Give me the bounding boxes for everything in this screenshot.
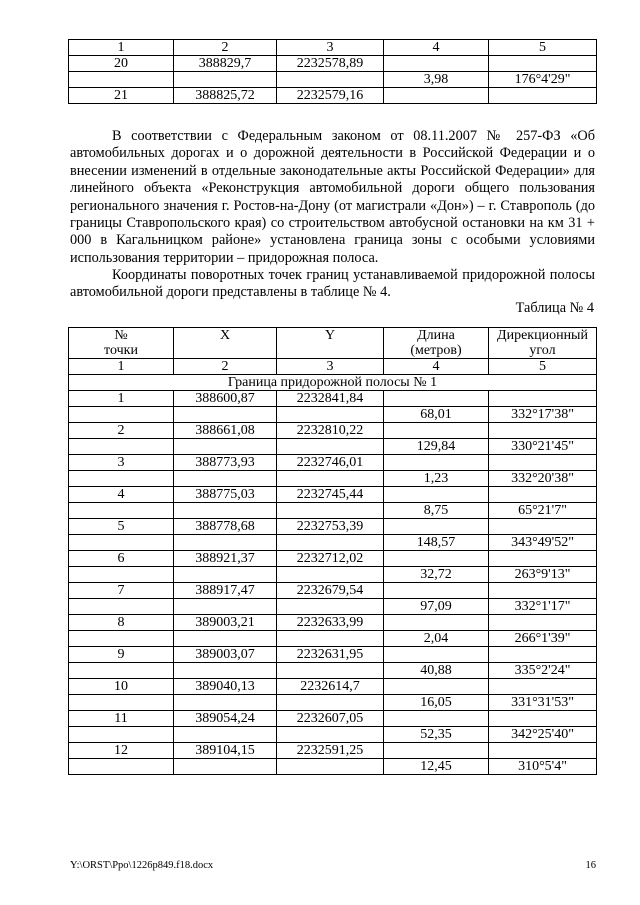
y-cell: 2232633,99 xyxy=(277,615,384,631)
header-y: Y xyxy=(277,328,384,359)
empty-cell xyxy=(174,407,277,423)
table-row xyxy=(69,759,597,775)
empty-cell xyxy=(277,471,384,487)
length-cell: 3,98 xyxy=(384,72,489,88)
empty-cell xyxy=(277,535,384,551)
empty-cell xyxy=(277,727,384,743)
point-cell: 5 xyxy=(69,519,174,535)
body-paragraph: В соответствии с Федеральным законом от 08.11.2007 № 257-ФЗ «Об автомобильных дорогах и о дорожной деятельности в Российской Федерации и о внесении изменений в отдельные законодательные акты Российской Федерации» для линейного объекта «Реконструкция автомобильной дороги общего пользования регионального значения г. Ростов-на-Дону (от магистрали «Дон») – г. Ставрополь (до границы Ставропольского края) со строительством автобусной остановки на км 31 + 000 в Кагальницком районе» установлена граница зоны с особыми условиями использования территории – придорожная полоса. xyxy=(70,128,595,266)
empty-cell xyxy=(69,72,174,88)
angle-cell: 332°20'38" xyxy=(489,471,597,487)
empty-cell xyxy=(384,455,489,471)
y-cell: 2232712,02 xyxy=(277,551,384,567)
empty-cell xyxy=(277,72,384,88)
table-row xyxy=(69,535,597,551)
x-cell: 388778,68 xyxy=(174,519,277,535)
x-cell: 388600,87 xyxy=(174,391,277,407)
empty-cell xyxy=(384,583,489,599)
angle-cell: 342°25'40" xyxy=(489,727,597,743)
table-row xyxy=(69,679,597,695)
angle-cell: 332°1'17" xyxy=(489,599,597,615)
point-cell: 7 xyxy=(69,583,174,599)
length-cell: 40,88 xyxy=(384,663,489,679)
angle-cell: 332°17'38" xyxy=(489,407,597,423)
empty-cell xyxy=(384,56,489,72)
x-cell: 389003,07 xyxy=(174,647,277,663)
empty-cell xyxy=(489,423,597,439)
table-row xyxy=(69,56,597,72)
x-cell: 388773,93 xyxy=(174,455,277,471)
table-row xyxy=(69,711,597,727)
y-cell: 2232614,7 xyxy=(277,679,384,695)
empty-cell xyxy=(277,631,384,647)
y-cell: 2232591,25 xyxy=(277,743,384,759)
empty-cell xyxy=(489,519,597,535)
header-angle: Дирекционный угол xyxy=(489,328,597,359)
length-cell: 32,72 xyxy=(384,567,489,583)
column-number: 1 xyxy=(69,359,174,375)
length-cell: 68,01 xyxy=(384,407,489,423)
y-cell: 2232579,16 xyxy=(277,88,384,104)
angle-cell: 65°21'7" xyxy=(489,503,597,519)
y-cell: 2232578,89 xyxy=(277,56,384,72)
footer-file-path: Y:\ORST\Ppo\1226p849.f18.docx xyxy=(70,860,214,871)
table-row xyxy=(69,663,597,679)
table-row xyxy=(69,695,597,711)
empty-cell xyxy=(489,56,597,72)
section-title: Граница придорожной полосы № 1 xyxy=(69,375,597,391)
table-row xyxy=(69,647,597,663)
angle-cell: 343°49'52" xyxy=(489,535,597,551)
empty-cell xyxy=(277,503,384,519)
table-row xyxy=(69,615,597,631)
table-row xyxy=(69,471,597,487)
point-cell: 4 xyxy=(69,487,174,503)
point-cell: 1 xyxy=(69,391,174,407)
empty-cell xyxy=(69,407,174,423)
empty-cell xyxy=(489,487,597,503)
empty-cell xyxy=(174,535,277,551)
x-cell: 388829,7 xyxy=(174,56,277,72)
header-x: X xyxy=(174,328,277,359)
empty-cell xyxy=(384,647,489,663)
y-cell: 2232607,05 xyxy=(277,711,384,727)
column-number-row xyxy=(69,359,597,375)
table-caption: Таблица № 4 xyxy=(515,300,594,316)
table-row xyxy=(69,407,597,423)
x-cell: 389104,15 xyxy=(174,743,277,759)
table-row xyxy=(69,503,597,519)
angle-cell: 330°21'45" xyxy=(489,439,597,455)
empty-cell xyxy=(384,551,489,567)
table-header-row xyxy=(69,328,597,359)
point-cell: 6 xyxy=(69,551,174,567)
empty-cell xyxy=(277,407,384,423)
length-cell: 129,84 xyxy=(384,439,489,455)
empty-cell xyxy=(69,439,174,455)
empty-cell xyxy=(174,663,277,679)
empty-cell xyxy=(489,583,597,599)
empty-cell xyxy=(489,743,597,759)
empty-cell xyxy=(489,391,597,407)
empty-cell xyxy=(174,567,277,583)
x-cell: 388825,72 xyxy=(174,88,277,104)
point-cell: 3 xyxy=(69,455,174,471)
y-cell: 2232679,54 xyxy=(277,583,384,599)
angle-cell: 263°9'13" xyxy=(489,567,597,583)
empty-cell xyxy=(174,439,277,455)
coordinates-table xyxy=(68,327,597,775)
header-point-number: № точки xyxy=(69,328,174,359)
table-row xyxy=(69,423,597,439)
coordinates-body xyxy=(69,391,597,775)
empty-cell xyxy=(174,695,277,711)
table-row xyxy=(69,583,597,599)
point-cell: 2 xyxy=(69,423,174,439)
point-cell: 20 xyxy=(69,56,174,72)
length-cell: 1,23 xyxy=(384,471,489,487)
y-cell: 2232753,39 xyxy=(277,519,384,535)
empty-cell xyxy=(69,471,174,487)
x-cell: 389054,24 xyxy=(174,711,277,727)
y-cell: 2232631,95 xyxy=(277,647,384,663)
length-cell: 16,05 xyxy=(384,695,489,711)
table-row xyxy=(69,439,597,455)
table-row xyxy=(69,727,597,743)
column-number: 4 xyxy=(384,359,489,375)
empty-cell xyxy=(277,567,384,583)
empty-cell xyxy=(174,727,277,743)
empty-cell xyxy=(69,727,174,743)
empty-cell xyxy=(384,88,489,104)
table-row xyxy=(69,631,597,647)
table-row xyxy=(69,487,597,503)
empty-cell xyxy=(69,535,174,551)
x-cell: 388921,37 xyxy=(174,551,277,567)
empty-cell xyxy=(489,647,597,663)
empty-cell xyxy=(69,503,174,519)
empty-cell xyxy=(384,679,489,695)
table-row xyxy=(69,455,597,471)
empty-cell xyxy=(69,599,174,615)
empty-cell xyxy=(69,567,174,583)
empty-cell xyxy=(384,615,489,631)
length-cell: 52,35 xyxy=(384,727,489,743)
length-cell: 97,09 xyxy=(384,599,489,615)
point-cell: 8 xyxy=(69,615,174,631)
length-cell: 148,57 xyxy=(384,535,489,551)
column-number: 5 xyxy=(489,359,597,375)
empty-cell xyxy=(384,743,489,759)
table-row xyxy=(69,551,597,567)
length-cell: 8,75 xyxy=(384,503,489,519)
empty-cell xyxy=(489,455,597,471)
column-number: 3 xyxy=(277,359,384,375)
x-cell: 388917,47 xyxy=(174,583,277,599)
header-cell: 5 xyxy=(489,40,597,56)
table-row xyxy=(69,743,597,759)
point-cell: 21 xyxy=(69,88,174,104)
empty-cell xyxy=(277,695,384,711)
empty-cell xyxy=(174,631,277,647)
empty-cell xyxy=(69,695,174,711)
x-cell: 388661,08 xyxy=(174,423,277,439)
footer-page-number: 16 xyxy=(585,860,596,871)
table-row xyxy=(69,72,597,88)
empty-cell xyxy=(489,551,597,567)
header-cell: 2 xyxy=(174,40,277,56)
empty-cell xyxy=(489,88,597,104)
column-number: 2 xyxy=(174,359,277,375)
header-cell: 1 xyxy=(69,40,174,56)
table-row xyxy=(69,599,597,615)
y-cell: 2232746,01 xyxy=(277,455,384,471)
angle-cell: 335°2'24" xyxy=(489,663,597,679)
empty-cell xyxy=(489,711,597,727)
empty-cell xyxy=(384,519,489,535)
point-cell: 9 xyxy=(69,647,174,663)
table-row xyxy=(69,391,597,407)
empty-cell xyxy=(277,599,384,615)
table-row xyxy=(69,519,597,535)
empty-cell xyxy=(384,391,489,407)
y-cell: 2232745,44 xyxy=(277,487,384,503)
empty-cell xyxy=(174,503,277,519)
angle-cell: 310°5'4" xyxy=(489,759,597,775)
empty-cell xyxy=(489,679,597,695)
angle-cell: 266°1'39" xyxy=(489,631,597,647)
angle-cell: 331°31'53" xyxy=(489,695,597,711)
length-cell: 12,45 xyxy=(384,759,489,775)
empty-cell xyxy=(277,759,384,775)
body-paragraph: Координаты поворотных точек границ устанавливаемой придорожной полосы автомобильной дороги представлены в таблице № 4. xyxy=(70,267,595,301)
empty-cell xyxy=(489,615,597,631)
empty-cell xyxy=(69,759,174,775)
table-row xyxy=(69,88,597,104)
empty-cell xyxy=(277,439,384,455)
point-cell: 10 xyxy=(69,679,174,695)
header-cell: 4 xyxy=(384,40,489,56)
empty-cell xyxy=(174,72,277,88)
x-cell: 389003,21 xyxy=(174,615,277,631)
empty-cell xyxy=(69,631,174,647)
length-cell: 2,04 xyxy=(384,631,489,647)
empty-cell xyxy=(174,599,277,615)
header-cell: 3 xyxy=(277,40,384,56)
header-length: Длина (метров) xyxy=(384,328,489,359)
empty-cell xyxy=(384,487,489,503)
y-cell: 2232841,84 xyxy=(277,391,384,407)
y-cell: 2232810,22 xyxy=(277,423,384,439)
empty-cell xyxy=(174,759,277,775)
continuation-table xyxy=(68,39,597,104)
x-cell: 389040,13 xyxy=(174,679,277,695)
empty-cell xyxy=(69,663,174,679)
table-header-row xyxy=(69,40,597,56)
empty-cell xyxy=(384,711,489,727)
empty-cell xyxy=(277,663,384,679)
empty-cell xyxy=(174,471,277,487)
table-row xyxy=(69,567,597,583)
empty-cell xyxy=(384,423,489,439)
point-cell: 12 xyxy=(69,743,174,759)
point-cell: 11 xyxy=(69,711,174,727)
section-row xyxy=(69,375,597,391)
angle-cell: 176°4'29" xyxy=(489,72,597,88)
x-cell: 388775,03 xyxy=(174,487,277,503)
